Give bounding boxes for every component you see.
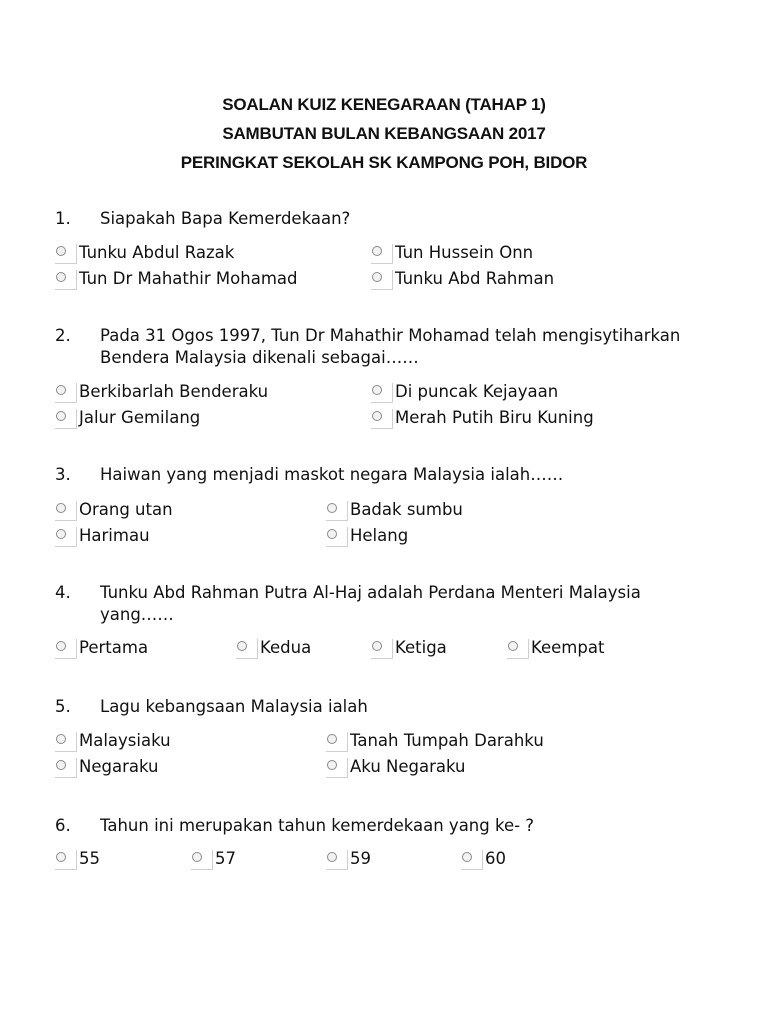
option-60[interactable]: [461, 846, 506, 870]
question-text-continued: yang……: [100, 605, 174, 624]
title-line-2: SAMBUTAN BULAN KEBANGSAAN 2017: [222, 124, 546, 143]
option-label: Kedua: [260, 638, 312, 657]
option-label: Tun Dr Mahathir Mohamad: [79, 269, 298, 288]
title-line-1: SOALAN KUIZ KENEGARAAN (TAHAP 1): [222, 95, 546, 114]
option-jalur-gemilang[interactable]: [55, 405, 200, 429]
option-label: Tunku Abd Rahman: [395, 269, 555, 288]
option-label: Di puncak Kejayaan: [395, 382, 559, 401]
option-ketiga[interactable]: [371, 635, 447, 659]
radio-button[interactable]: [326, 527, 348, 547]
option-pertama[interactable]: [55, 635, 148, 659]
radio-button[interactable]: [236, 639, 258, 659]
radio-button[interactable]: [371, 270, 393, 290]
radio-button[interactable]: [55, 383, 77, 403]
option-negaraku[interactable]: [55, 754, 158, 778]
option-label: Helang: [350, 526, 409, 545]
option-di-puncak-kejayaan[interactable]: [371, 379, 558, 403]
question-number: 6.: [55, 816, 71, 835]
radio-button[interactable]: [371, 244, 393, 264]
option-merah-putih-biru-kuning[interactable]: [371, 405, 594, 429]
option-label: Orang utan: [79, 500, 173, 519]
question-number: 4.: [55, 583, 71, 602]
question-text: Pada 31 Ogos 1997, Tun Dr Mahathir Mohamad telah mengisytiharkan: [100, 326, 681, 345]
radio-button[interactable]: [55, 501, 77, 521]
question-number: 3.: [55, 465, 71, 484]
option-label: Tun Hussein Onn: [395, 243, 534, 262]
option-label: Negaraku: [79, 757, 159, 776]
radio-button[interactable]: [326, 850, 348, 870]
radio-button[interactable]: [191, 850, 213, 870]
option-tunku-abd-rahman[interactable]: [371, 266, 554, 290]
question-text-continued: Bendera Malaysia dikenali sebagai……: [100, 348, 419, 367]
option-label: 60: [485, 849, 506, 868]
option-kedua[interactable]: [236, 635, 311, 659]
option-label: Malaysiaku: [79, 731, 171, 750]
option-tanah-tumpah-darahku[interactable]: [326, 728, 544, 752]
radio-button[interactable]: [55, 270, 77, 290]
radio-button[interactable]: [326, 758, 348, 778]
radio-button[interactable]: [371, 639, 393, 659]
radio-button[interactable]: [371, 409, 393, 429]
radio-button[interactable]: [55, 758, 77, 778]
option-label: Jalur Gemilang: [79, 408, 201, 427]
option-59[interactable]: [326, 846, 371, 870]
question-text: Lagu kebangsaan Malaysia ialah: [100, 697, 368, 716]
option-label: Pertama: [79, 638, 149, 657]
option-berkibarlah-benderaku[interactable]: [55, 379, 268, 403]
option-label: Tunku Abdul Razak: [79, 243, 235, 262]
option-helang[interactable]: [326, 523, 408, 547]
option-label: Harimau: [79, 526, 150, 545]
option-tun-hussein-onn[interactable]: [371, 240, 533, 264]
radio-button[interactable]: [55, 409, 77, 429]
radio-button[interactable]: [326, 501, 348, 521]
option-label: 57: [215, 849, 236, 868]
option-aku-negaraku[interactable]: [326, 754, 466, 778]
option-label: 55: [79, 849, 100, 868]
question-text: Siapakah Bapa Kemerdekaan?: [100, 209, 351, 228]
radio-button[interactable]: [55, 639, 77, 659]
radio-button[interactable]: [371, 383, 393, 403]
radio-button[interactable]: [55, 850, 77, 870]
title-line-3: PERINGKAT SEKOLAH SK KAMPONG POH, BIDOR: [180, 153, 588, 172]
radio-button[interactable]: [55, 244, 77, 264]
radio-button[interactable]: [55, 732, 77, 752]
option-label: Tanah Tumpah Darahku: [350, 731, 544, 750]
option-malaysiaku[interactable]: [55, 728, 171, 752]
option-label: Badak sumbu: [350, 500, 463, 519]
question-text: Tunku Abd Rahman Putra Al-Haj adalah Perdana Menteri Malaysia: [100, 583, 641, 602]
question-text: Tahun ini merupakan tahun kemerdekaan yang ke- ?: [100, 816, 535, 835]
option-orang-utan[interactable]: [55, 497, 173, 521]
question-number: 5.: [55, 697, 71, 716]
option-keempat[interactable]: [507, 635, 604, 659]
option-tunku-abdul-razak[interactable]: [55, 240, 234, 264]
question-number: 2.: [55, 326, 71, 345]
option-label: Aku Negaraku: [350, 757, 466, 776]
option-57[interactable]: [191, 846, 236, 870]
radio-button[interactable]: [55, 527, 77, 547]
option-55[interactable]: [55, 846, 100, 870]
question-text: Haiwan yang menjadi maskot negara Malaysia ialah……: [100, 465, 564, 484]
option-label: Ketiga: [395, 638, 447, 657]
option-harimau[interactable]: [55, 523, 150, 547]
option-label: Merah Putih Biru Kuning: [395, 408, 594, 427]
option-label: 59: [350, 849, 371, 868]
option-tun-dr-mahathir-mohamad[interactable]: [55, 266, 297, 290]
radio-button[interactable]: [507, 639, 529, 659]
option-label: Keempat: [531, 638, 605, 657]
question-number: 1.: [55, 209, 71, 228]
option-label: Berkibarlah Benderaku: [79, 382, 269, 401]
option-badak-sumbu[interactable]: [326, 497, 463, 521]
radio-button[interactable]: [326, 732, 348, 752]
radio-button[interactable]: [461, 850, 483, 870]
